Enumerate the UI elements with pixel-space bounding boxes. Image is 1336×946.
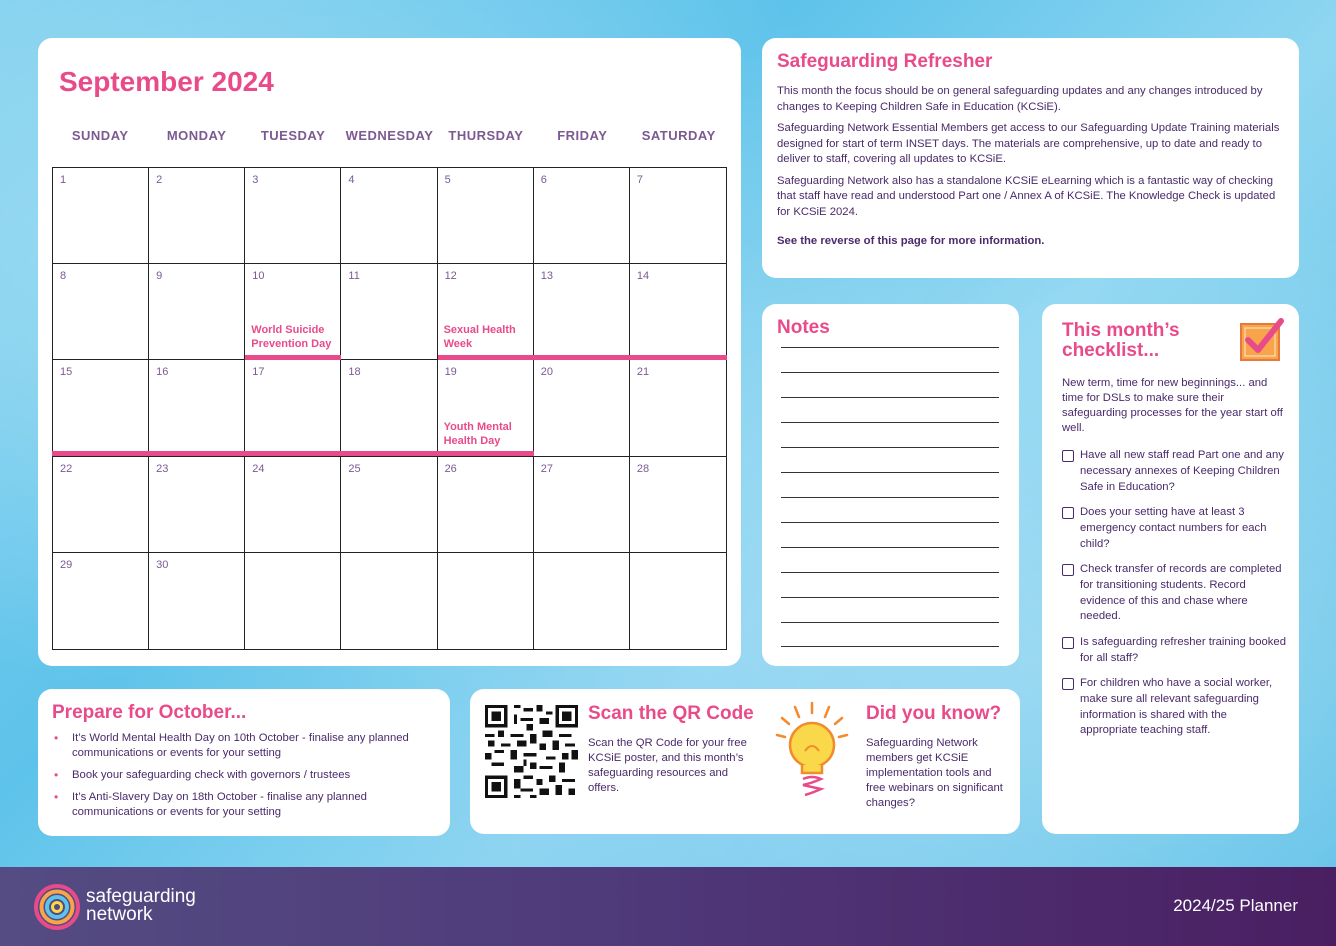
prepare-title: Prepare for October... <box>52 702 247 723</box>
day-cell[interactable] <box>53 457 149 553</box>
day-cell[interactable] <box>438 168 534 264</box>
day-cell[interactable] <box>245 168 341 264</box>
weekday-label: SUNDAY <box>71 128 129 143</box>
day-number: 1 <box>60 174 67 186</box>
checkbox[interactable] <box>1062 564 1074 576</box>
day-number: 14 <box>636 270 650 283</box>
day-cell[interactable] <box>53 553 149 649</box>
checklist-item[interactable] <box>1062 505 1287 552</box>
day-cell[interactable] <box>341 360 437 456</box>
checklist-item-text: Is safeguarding refresher training booked for all staff? <box>1080 636 1286 664</box>
calendar-grid <box>52 167 727 650</box>
day-number: 7 <box>636 174 643 186</box>
day-number: 20 <box>540 366 553 379</box>
day-cell[interactable] <box>438 360 534 456</box>
day-cell[interactable] <box>630 360 726 456</box>
checklist-item-text: Check transfer of records are completed for transitioning students. Record evidence of this and chase where needed. <box>1080 563 1282 623</box>
event-label: Youth Mental Health Day <box>443 420 512 447</box>
checkbox[interactable] <box>1062 678 1074 690</box>
checklist-title: This month’s checklist... <box>1062 320 1180 361</box>
weekday-label: WEDNESDAY <box>345 128 434 143</box>
weekday-label: THURSDAY <box>448 128 524 143</box>
refresher-paragraph: Safeguarding Network also has a standalone KCSiE eLearning which is a fantastic way of checking that staff have read and understood Part one / Annex A of KCSiE. The Knowledge Check is updated for KCSiE 2024. <box>777 174 1276 218</box>
checkbox[interactable] <box>1062 637 1074 649</box>
day-cell[interactable] <box>630 264 726 360</box>
day-number: 22 <box>60 462 73 475</box>
calendar-title: September 2024 <box>59 66 274 97</box>
checklist-item-text: Does your setting have at least 3 emergency contact numbers for each child? <box>1080 506 1267 550</box>
checklist-item[interactable] <box>1062 635 1287 667</box>
day-cell[interactable] <box>534 457 630 553</box>
notes-card <box>762 304 1019 666</box>
list-item: • It’s World Mental Health Day on 10th October - finalise any planned communications or events for your setting <box>52 731 436 761</box>
note-line[interactable] <box>781 522 999 523</box>
refresher-paragraph: This month the focus should be on general safeguarding updates and any changes introduced by changes to Keeping Children Safe in Education (KCSiE). <box>777 85 1263 113</box>
day-number: 30 <box>156 558 169 571</box>
list-item: • It’s Anti-Slavery Day on 18th October - finalise any planned communications or events for your setting <box>52 790 436 820</box>
day-number: 8 <box>60 270 67 283</box>
note-line[interactable] <box>781 547 999 548</box>
checklist-item-text: For children who have a social worker, make sure all relevant safeguarding information is shared with the appropriate teaching staff. <box>1080 677 1273 737</box>
weekday-label: FRIDAY <box>557 128 608 143</box>
day-number: 2 <box>156 174 163 186</box>
day-cell[interactable] <box>53 360 149 456</box>
day-cell[interactable] <box>341 457 437 553</box>
day-cell <box>245 553 341 649</box>
brand-line: safeguarding <box>86 886 196 907</box>
event-range-bar <box>245 355 341 360</box>
didyouknow-title: Did you know? <box>866 703 1002 724</box>
day-cell[interactable] <box>438 264 534 360</box>
refresher-card <box>762 38 1299 278</box>
day-cell[interactable] <box>630 168 726 264</box>
didyouknow-text: Safeguarding Network members get KCSiE implementation tools and free webinars on significant changes? <box>866 737 1003 809</box>
day-cell[interactable] <box>53 168 149 264</box>
day-number: 4 <box>348 174 355 186</box>
checklist-item[interactable] <box>1062 562 1287 625</box>
checklist-item-text: Have all new staff read Part one and any necessary annexes of Keeping Children Safe in Education? <box>1080 449 1284 493</box>
qr-code-icon[interactable] <box>485 705 578 798</box>
checklist-card <box>1042 304 1299 834</box>
day-number: 24 <box>252 462 265 475</box>
refresher-title: Safeguarding Refresher <box>777 51 993 72</box>
checklist-item[interactable] <box>1062 676 1287 739</box>
day-number: 27 <box>540 462 553 475</box>
checkmark-icon <box>1238 318 1284 362</box>
note-line[interactable] <box>781 472 999 473</box>
weekday-label: MONDAY <box>166 128 227 143</box>
note-line[interactable] <box>781 497 999 498</box>
day-cell <box>438 553 534 649</box>
day-cell[interactable] <box>630 457 726 553</box>
day-number: 11 <box>348 270 360 283</box>
weekday-label: TUESDAY <box>260 128 326 143</box>
event-label: World Suicide Prevention Day <box>251 324 332 351</box>
planner-label: 2024/25 Planner <box>1173 896 1298 915</box>
day-number: 29 <box>60 558 73 571</box>
day-number: 9 <box>156 270 163 283</box>
event-label: Sexual Health Week <box>443 324 516 351</box>
calendar-card <box>38 38 741 666</box>
note-line[interactable] <box>781 372 999 373</box>
day-number: 28 <box>636 462 650 475</box>
refresher-note: See the reverse of this page for more information. <box>777 235 1045 247</box>
day-cell[interactable] <box>149 168 245 264</box>
day-cell <box>630 553 726 649</box>
day-cell[interactable] <box>53 264 149 360</box>
note-line[interactable] <box>781 622 999 623</box>
day-cell[interactable] <box>149 264 245 360</box>
prepare-card <box>38 689 450 836</box>
event-range-bar <box>438 355 727 360</box>
day-number: 6 <box>540 174 547 186</box>
refresher-paragraph: Safeguarding Network Essential Members get access to our Safeguarding Update Training materials designed for start of term INSET days. The materials are comprehensive, up to date and ready to deliver to staff, covering all updates to KCSiE. <box>777 122 1280 165</box>
lightbulb-icon <box>775 701 849 811</box>
day-number: 16 <box>156 366 169 379</box>
day-cell <box>341 553 437 649</box>
day-cell[interactable] <box>149 457 245 553</box>
note-line[interactable] <box>781 422 999 423</box>
qr-text: Scan the QR Code for your free KCSiE poster, and this month’s safeguarding resources and offers. <box>588 737 747 794</box>
note-line[interactable] <box>781 397 999 398</box>
day-number: 21 <box>636 366 650 379</box>
qr-title: Scan the QR Code <box>588 703 754 724</box>
day-cell[interactable] <box>534 264 630 360</box>
qr-card <box>470 689 1020 834</box>
day-number: 5 <box>444 174 451 186</box>
day-number: 15 <box>60 366 73 379</box>
day-cell[interactable] <box>149 553 245 649</box>
day-number: 10 <box>252 270 265 283</box>
checklist-intro: New term, time for new beginnings... and time for DSLs to make sure their safeguarding processes for the year start off well. <box>1062 377 1283 434</box>
day-number: 12 <box>444 270 457 283</box>
day-cell[interactable] <box>341 264 437 360</box>
day-number: 3 <box>252 174 259 186</box>
day-cell[interactable] <box>149 360 245 456</box>
day-cell[interactable] <box>341 168 437 264</box>
day-cell[interactable] <box>245 360 341 456</box>
day-number: 26 <box>444 462 457 475</box>
day-number: 17 <box>252 366 265 379</box>
footer <box>0 867 1336 946</box>
note-line[interactable] <box>781 347 999 348</box>
day-number: 13 <box>540 270 553 283</box>
day-number: 19 <box>444 366 457 379</box>
checklist-item[interactable] <box>1062 448 1287 495</box>
checkbox[interactable] <box>1062 450 1074 462</box>
checkbox[interactable] <box>1062 507 1074 519</box>
prepare-list <box>52 731 436 820</box>
day-cell[interactable] <box>534 168 630 264</box>
note-line[interactable] <box>781 447 999 448</box>
day-number: 23 <box>156 462 169 475</box>
day-cell[interactable] <box>534 360 630 456</box>
weekday-label: SATURDAY <box>641 128 716 143</box>
day-cell[interactable] <box>438 457 534 553</box>
note-line[interactable] <box>781 597 999 598</box>
day-cell[interactable] <box>245 264 341 360</box>
weekday-header <box>52 128 727 143</box>
brand-name <box>86 888 196 924</box>
event-range-bar <box>52 451 534 456</box>
day-cell <box>534 553 630 649</box>
note-line[interactable] <box>781 646 999 647</box>
note-line[interactable] <box>781 572 999 573</box>
safeguarding-network-logo-icon <box>34 884 80 930</box>
brand-line: network <box>86 904 153 925</box>
day-cell[interactable] <box>245 457 341 553</box>
notes-title: Notes <box>777 317 830 338</box>
list-item: • Book your safeguarding check with governors / trustees <box>52 768 436 783</box>
day-number: 18 <box>348 366 361 379</box>
day-number: 25 <box>348 462 361 475</box>
